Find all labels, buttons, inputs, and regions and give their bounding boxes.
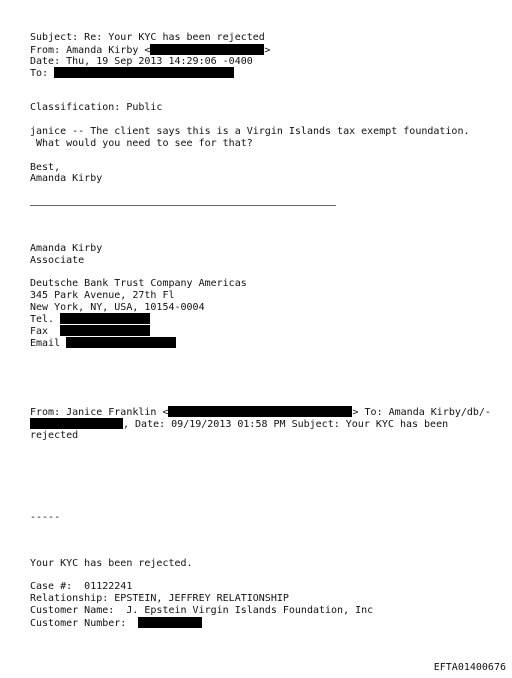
- body-line-1: janice -- The client says this is a Virgin Islands tax exempt foundation.: [30, 126, 470, 137]
- signature-email: Email: [30, 337, 176, 349]
- signature-fax: Fax: [30, 325, 150, 337]
- signature-title: Associate: [30, 255, 85, 266]
- kyc-message: Your KYC has been rejected.: [30, 558, 193, 569]
- date-line: Date: Thu, 19 Sep 2013 14:29:06 -0400: [30, 56, 253, 67]
- redaction-box: [30, 418, 123, 429]
- forward-line-3: rejected: [30, 430, 79, 441]
- customer-name: Customer Name: J. Epstein Virgin Islands Foundation, Inc: [30, 605, 374, 616]
- divider-rule: [30, 205, 336, 206]
- forward-line-2: , Date: 09/19/2013 01:58 PM Subject: Your KYC has been: [30, 418, 448, 430]
- body-line-2: What would you need to see for that?: [30, 138, 253, 149]
- redaction-box: [168, 406, 352, 417]
- case-number: Case #: 01122241: [30, 581, 133, 592]
- redaction-box: [60, 313, 150, 324]
- from-line: From: Amanda Kirby < >: [30, 45, 271, 56]
- signoff: Best,: [30, 162, 61, 173]
- subject-line: Subject: Re: Your KYC has been rejected: [30, 32, 265, 43]
- forward-line-1: From: Janice Franklin < > To: Amanda Kirby/db/-: [30, 407, 491, 418]
- signature-company: Deutsche Bank Trust Company Americas: [30, 278, 247, 289]
- customer-number: Customer Number:: [30, 617, 202, 629]
- bates-number: EFTA01400676: [433, 662, 506, 673]
- to-line: To:: [30, 67, 234, 79]
- signer-name: Amanda Kirby: [30, 173, 103, 184]
- signature-name: Amanda Kirby: [30, 243, 103, 254]
- classification-line: Classification: Public: [30, 102, 163, 113]
- separator: -----: [30, 512, 61, 523]
- signature-address-2: New York, NY, USA, 10154-0004: [30, 302, 205, 313]
- signature-tel: Tel.: [30, 313, 150, 325]
- redaction-box: [138, 617, 202, 628]
- redaction-box: [66, 337, 176, 348]
- redaction-box: [60, 325, 150, 336]
- relationship: Relationship: EPSTEIN, JEFFREY RELATIONSHIP: [30, 593, 289, 604]
- redaction-box: [54, 67, 234, 78]
- redaction-box: [150, 44, 264, 55]
- signature-address-1: 345 Park Avenue, 27th Fl: [30, 290, 175, 301]
